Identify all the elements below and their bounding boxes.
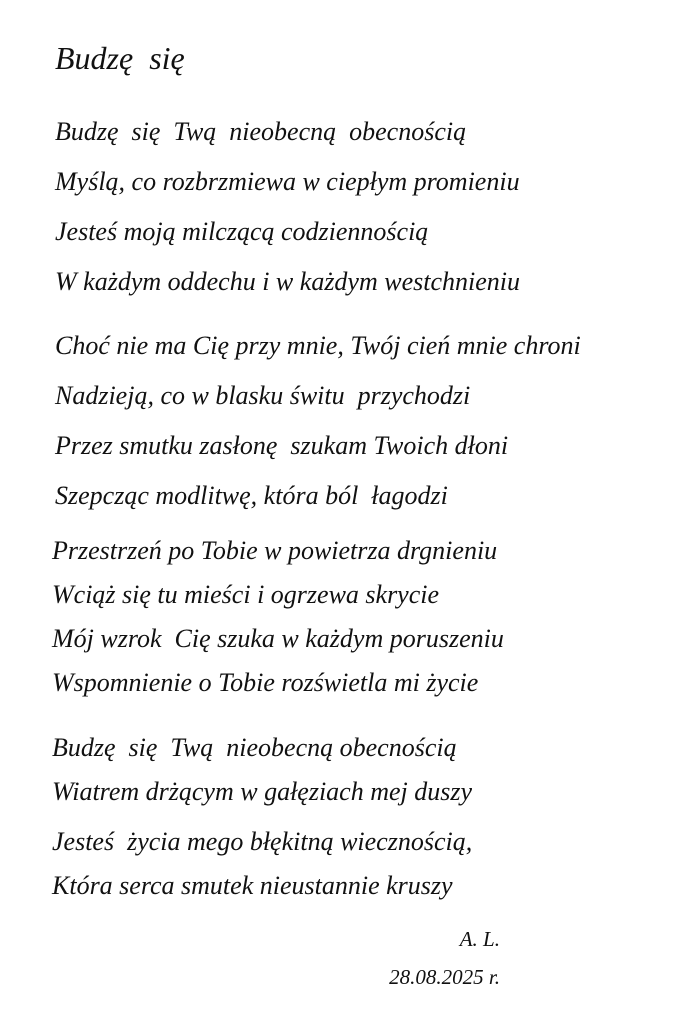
poem-line: W każdym oddechu i w każdym westchnieniu bbox=[55, 267, 521, 296]
poem-line: Jesteś życia mego błękitną wiecznością, bbox=[52, 827, 473, 856]
poem-line: Nadzieją, co w blasku świtu przychodzi bbox=[55, 381, 471, 410]
poem-line: Budzę się Twą nieobecną obecnością bbox=[52, 733, 457, 762]
poem-line: Wspomnienie o Tobie rozświetla mi życie bbox=[52, 668, 479, 697]
poem-title: Budzę się bbox=[55, 40, 185, 76]
poem-line: Jesteś moją milczącą codziennością bbox=[55, 217, 429, 246]
poem-line: Mój wzrok Cię szuka w każdym poruszeniu bbox=[52, 624, 504, 653]
poem-line: Szepcząc modlitwę, która ból łagodzi bbox=[55, 481, 448, 510]
poem-date: 28.08.2025 r. bbox=[389, 965, 500, 989]
author-initials: A. L. bbox=[459, 927, 500, 951]
poem-line: Która serca smutek nieustannie kruszy bbox=[52, 871, 453, 900]
poem-line: Wciąż się tu mieści i ogrzewa skrycie bbox=[52, 580, 440, 609]
poem-line: Choć nie ma Cię przy mnie, Twój cień mnie chroni bbox=[55, 331, 581, 360]
poem-line: Budzę się Twą nieobecną obecnością bbox=[55, 117, 467, 146]
poem-line: Przez smutku zasłonę szukam Twoich dłoni bbox=[55, 431, 509, 460]
poem-line: Wiatrem drżącym w gałęziach mej duszy bbox=[52, 777, 473, 806]
poem-line: Przestrzeń po Tobie w powietrza drgnieniu bbox=[52, 536, 498, 565]
poem-line: Myślą, co rozbrzmiewa w ciepłym promieniu bbox=[55, 167, 520, 196]
